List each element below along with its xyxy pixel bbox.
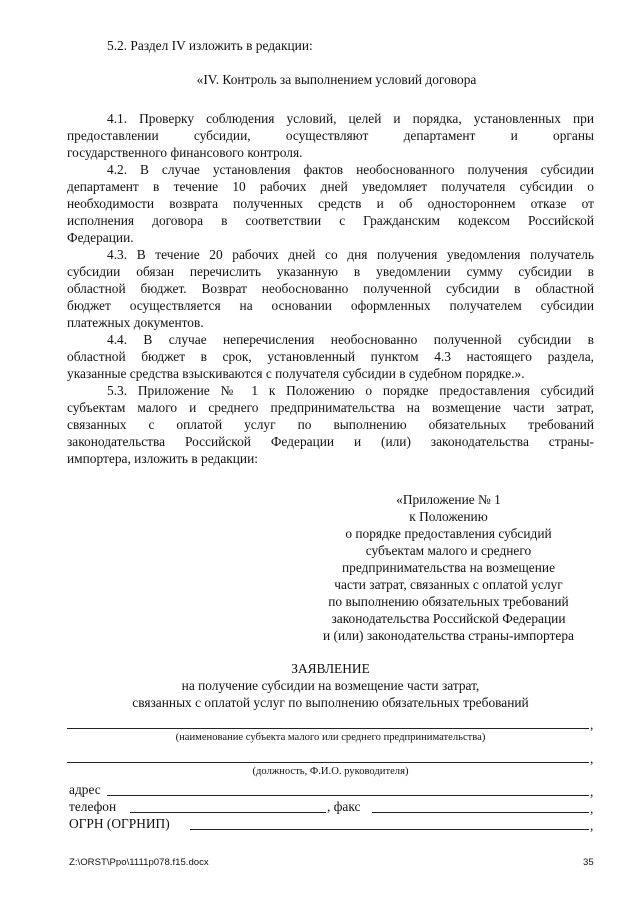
paragraph-4-2-line: Федерации.: [67, 230, 134, 245]
statement-subtitle-line: на получение субсидии на возмещение части затрат,: [181, 678, 480, 693]
paragraph-4-3-line: областной бюджет. Возврат необоснованно полученной субсидии в областной: [67, 281, 594, 296]
paragraph-4-2-line: 4.2. В случае установления фактов необоснованного получения субсидии: [107, 162, 594, 177]
fax-label: , факс: [327, 799, 361, 814]
phone-field[interactable]: [130, 812, 326, 813]
appendix-line: о порядке предоставления субсидий: [345, 526, 552, 541]
paragraph-4-3-line: бюджет осуществляется на основании оформленных получателем субсидии: [67, 298, 594, 313]
paragraph-4-1-line: 4.1. Проверку соблюдения условий, целей и порядка, установленных при: [107, 111, 594, 126]
ogrn-label: ОГРН (ОГРНИП): [69, 816, 170, 831]
paragraph-4-1-line: предоставлении субсидии, осуществляют департамент и органы: [67, 128, 594, 143]
appendix-line: к Положению: [409, 509, 488, 524]
paragraph-4-4-line: указанные средства взыскиваются с получателя субсидии в судебном порядке.».: [67, 366, 525, 381]
section-5-2-line: 5.2. Раздел IV изложить в редакции:: [107, 38, 313, 53]
paragraph-4-1-line: государственного финансового контроля.: [67, 145, 303, 160]
entity-name-blank[interactable]: [67, 728, 589, 729]
position-name-caption: (должность, Ф.И.О. руководителя): [252, 766, 409, 777]
paragraph-5-3-line: законодательства Российской Федерации и (или) законодательства страны-: [67, 434, 594, 449]
appendix-line: по выполнению обязательных требований: [328, 594, 569, 609]
section-heading: «IV. Контроль за выполнением условий договора: [196, 72, 477, 87]
appendix-title: «Приложение № 1: [396, 492, 501, 507]
footer-file-path: Z:\ORST\Ppo\1111p078.f15.docx: [69, 857, 209, 868]
comma: ,: [590, 801, 594, 816]
paragraph-4-3-line: 4.3. В течение 20 рабочих дней со дня получения уведомления получатель: [107, 247, 594, 262]
paragraph-5-3-line: связанных с оплатой услуг по выполнению обязательных требований: [67, 417, 594, 432]
comma: ,: [590, 818, 594, 833]
address-field[interactable]: [107, 795, 589, 796]
paragraph-4-2-line: исполнения договора в соответствии с Гражданским кодексом Российской: [67, 213, 594, 228]
comma: ,: [590, 784, 594, 799]
paragraph-4-4-line: 4.4. В случае неперечисления необоснованно полученной субсидии в: [107, 332, 594, 347]
paragraph-4-2-line: департамент в течение 10 рабочих дней уведомляет получателя субсидии о: [67, 179, 594, 194]
page-number: 35: [583, 857, 594, 868]
appendix-line: субъектам малого и среднего: [365, 543, 532, 558]
paragraph-5-3-line: импортера, изложить в редакции:: [67, 451, 258, 466]
ogrn-field[interactable]: [190, 829, 589, 830]
statement-subtitle-line: связанных с оплатой услуг по выполнению обязательных требований: [132, 695, 529, 710]
comma: ,: [590, 717, 594, 732]
address-label: адрес: [69, 782, 101, 797]
paragraph-4-3-line: субсидии обязан перечислить указанную в уведомлении сумму субсидии в: [67, 264, 594, 279]
fax-field[interactable]: [372, 812, 589, 813]
paragraph-5-3-line: субъектам малого и среднего предпринимательства на возмещение части затрат,: [67, 400, 594, 415]
entity-name-caption: (наименование субъекта малого или среднего предпринимательства): [175, 732, 486, 743]
statement-title: ЗАЯВЛЕНИЕ: [291, 661, 370, 676]
paragraph-4-4-line: областной бюджет в срок, установленный пунктом 4.3 настоящего раздела,: [67, 349, 594, 364]
appendix-line: и (или) законодательства страны-импортера: [323, 628, 574, 643]
phone-label: телефон: [69, 799, 117, 814]
position-name-blank[interactable]: [67, 762, 589, 763]
paragraph-4-3-line: платежных документов.: [67, 315, 204, 330]
paragraph-4-2-line: необходимости возврата полученных средств и об одностороннем отказе от: [67, 196, 594, 211]
comma: ,: [590, 751, 594, 766]
paragraph-5-3-line: 5.3. Приложение № 1 к Положению о порядке предоставления субсидий: [107, 383, 594, 398]
appendix-line: части затрат, связанных с оплатой услуг: [334, 577, 563, 592]
appendix-line: законодательства Российской Федерации: [331, 611, 566, 626]
appendix-line: предпринимательства на возмещение: [341, 560, 556, 575]
